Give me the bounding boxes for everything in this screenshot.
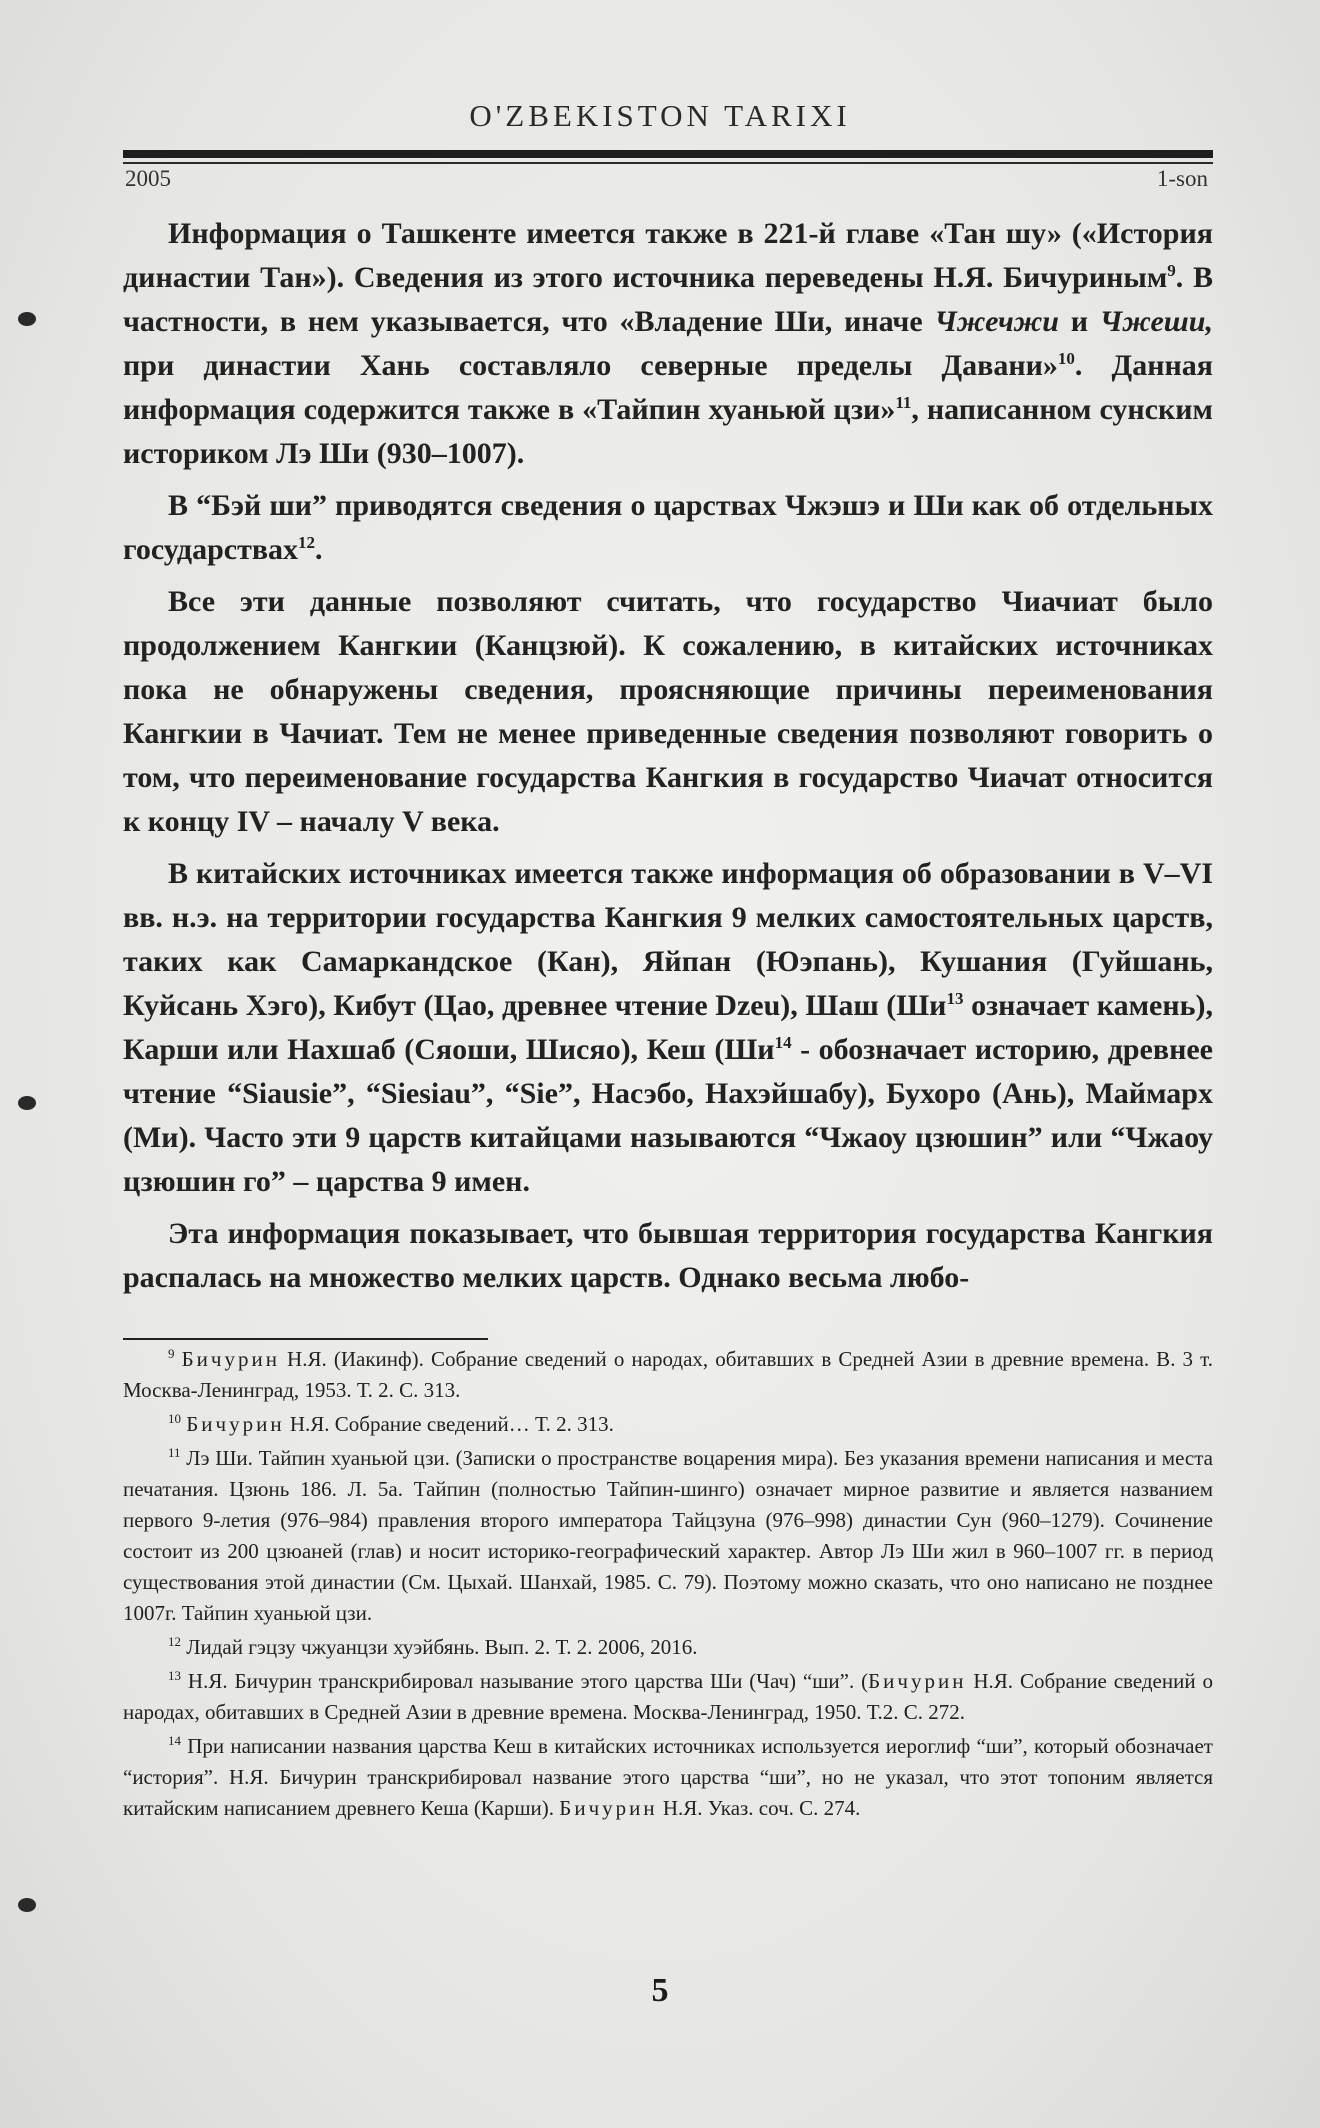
- issue-number: 1-son: [1156, 166, 1208, 191]
- footnote-separator: [123, 1338, 488, 1340]
- footnote-ref[interactable]: 13: [946, 989, 964, 1008]
- footnote: $^{14}$ При написании названия царства Кеш в китайских источниках используется иероглиф “ши”, который обозначает “история”. Н.Я. Бичурин транскрибировал название этого царства “ши”, но не указал, что этот топоним является китайским написанием древнего Кеша (Карши). Бичурин Н.Я. Указ. соч. С. 274.: [123, 1733, 1213, 1820]
- article-body: [123, 212, 1213, 1300]
- footnote-ref[interactable]: 14: [774, 1033, 792, 1052]
- footnote: $^{12}$ Лидай гэцзу чжуанцзи хуэйбянь. Вып. 2. Т. 2. 2006, 2016.: [168, 1634, 698, 1659]
- paragraph: Все эти данные позволяют считать, что государство Чиачиат было продолжением Кангкии (Канцзюй). К сожалению, в китайских источниках пока не обнаружены сведения, проясняющие причины переименования Кангкии в Чачиат. Тем не менее приведенные сведения позволяют говорить о том, что переименование государства Кангкия в государство Чиачат относится к концу IV – началу V века.: [123, 585, 1213, 838]
- binder-hole: [18, 312, 36, 326]
- paragraph: Эта информация показывает, что бывшая территория государства Кангкия распалась на множество мелких царств. Однако весьма любо-: [123, 1217, 1213, 1294]
- header-rule-thin: [123, 162, 1213, 164]
- footnote-ref[interactable]: 12: [298, 533, 316, 552]
- paragraph: В “Бэй ши” приводятся сведения о царствах Чжэшэ и Ши как об отдельных государствах$^{12}$.: [123, 489, 1213, 566]
- paragraph: Информация о Ташкенте имеется также в 221-й главе «Тан шу» («История династии Тан»). Сведения из этого источника переведены Н.Я. Бичуриным$^9$. В частности, в нем указывается, что «Владение Ши, иначе Чжечжи и Чжеши, при династии Хань составляло северные пределы Давани»$^{10}$. Данная информация содержится также в «Тайпин хуаньюй цзи»$^{11}$, написанном сунским историком Лэ Ши (930–1007).: [123, 217, 1214, 470]
- footnote: $^{11}$ Лэ Ши. Тайпин хуаньюй цзи. (Записки о пространстве воцарения мира). Без указания времени написания и места печатания. Цзюнь 186. Л. 5а. Тайпин (полностью Тайпин-шинго) означает мирное развитие и является названием первого 9-летия (976–984) правления второго императора Тайцзуна (976–998) династии Сун (960–1279). Сочинение состоит из 200 цзюаней (глав) и носит историко-географический характер. Автор Лэ Ши жил в 960–1007 гг. в период существования этой династии (См. Цыхай. Шанхай, 1985. С. 79). Поэтому можно сказать, что оно написано не позднее 1007г. Тайпин хуаньюй цзи.: [123, 1445, 1213, 1625]
- binder-hole: [18, 1898, 36, 1912]
- paragraph: В китайских источниках имеется также информация об образовании в V–VI вв. н.э. на территории государства Кангкия 9 мелких самостоятельных царств, таких как Самаркандское (Кан), Яйпан (Юэпань), Кушания (Гуйшань, Куйсань Хэго), Кибут (Цао, древнее чтение Dzeu), Шаш ($Ши^{13}$ означает камень), Карши или Нахшаб (Сяоши, Шисяо), Кеш ($Ши^{14}$ - обозначает историю, древнее чтение “Siausie”, “Siesiau”, “Sie”, Насэбо, Нахэйшабу), Бухоро (Ань), Маймарх (Ми). Часто эти 9 царств китайцами называются “Чжаоу цзюшин” или “Чжаоу цзюшин го” – царства 9 имен.: [123, 857, 1213, 1198]
- header-rule-thick: [123, 150, 1213, 158]
- footnote-ref[interactable]: 9: [1167, 261, 1176, 280]
- binder-hole: [18, 1096, 36, 1110]
- footnotes: [123, 1344, 1213, 1827]
- footnote: $^9$ Бичурин Н.Я. (Иакинф). Собрание сведений о народах, обитавших в Средней Азии в древние времена. В. 3 т. Москва-Ленинград, 1953. Т. 2. С. 313.: [123, 1346, 1214, 1402]
- footnote-ref[interactable]: 11: [895, 393, 912, 412]
- footnote: $^{13}$ Н.Я. Бичурин транскрибировал называние этого царства Ши (Чач) “ши”. (Бичурин Н.Я. Собрание сведений о народах, обитавших в Средней Азии в древние времена. Москва-Ленинград, 1950. Т.2. С. 272.: [123, 1668, 1213, 1724]
- issue-year: 2005: [125, 166, 171, 191]
- journal-title: O'ZBEKISTON TARIXI: [469, 98, 851, 133]
- footnote-ref[interactable]: 10: [1057, 349, 1075, 368]
- page-number: 5: [651, 1972, 669, 2009]
- footnote: $^{10}$ Бичурин Н.Я. Собрание сведений… Т. 2. 313.: [168, 1411, 614, 1436]
